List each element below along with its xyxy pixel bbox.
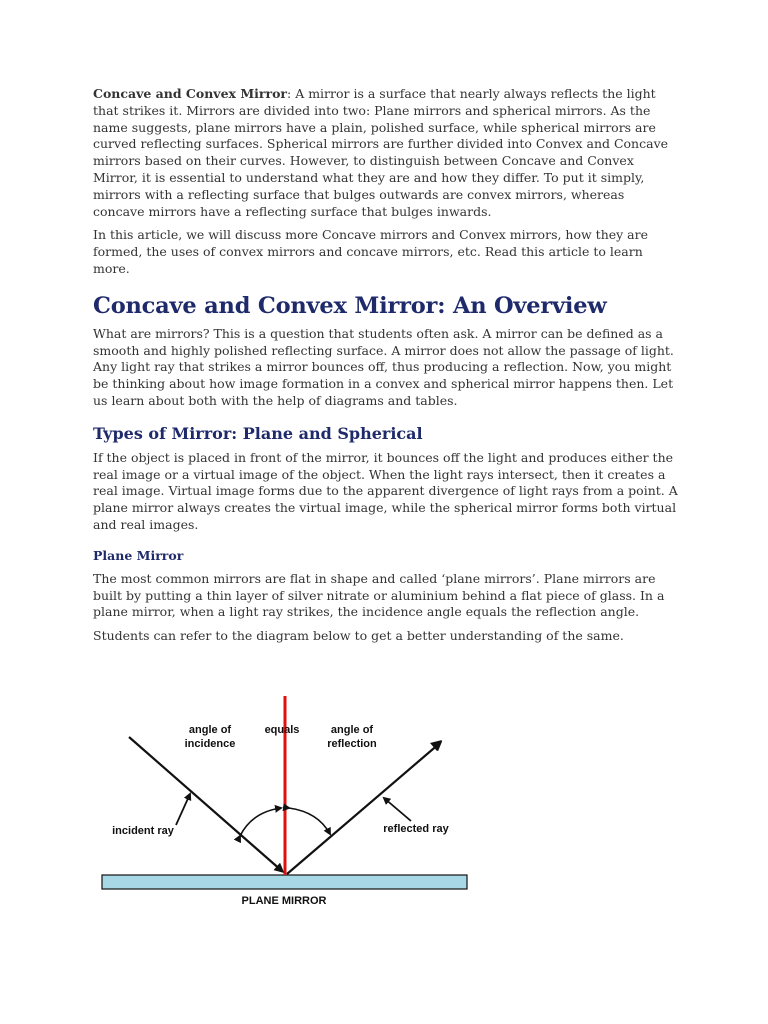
plane-mirror-paragraph: The most common mirrors are flat in shape and called ‘plane mirrors’. Plane mirrors are built by putting a thin layer of silver nitrate or aluminium behind a flat piece of glass. In a plane mirror, when a light ray strikes, the incidence angle equals the reflection angle.	[93, 570, 665, 620]
reflected-ray	[287, 743, 440, 874]
angle-arc-reflection	[289, 808, 330, 834]
label-equals: equals	[264, 724, 300, 736]
reflected-label-arrow	[384, 798, 411, 821]
label-angle-incidence-2: incidence	[184, 738, 236, 750]
label-incident-ray: incident ray	[112, 825, 174, 837]
overview-paragraph: What are mirrors? This is a question that students often ask. A mirror can be defined as a smooth and highly polished reflecting surface. A mirror does not allow the passage of light. Any light ray that strikes a mirror bounces off, thus producing a reflection. Now, you might be thinking about how image formation in a convex and spherical mirror happens then. Let us learn about both with the help of diagrams and tables.	[93, 325, 674, 408]
intro-paragraph-2: In this article, we will discuss more Concave mirrors and Convex mirrors, how they are formed, the uses of convex mirrors and concave mirrors, etc. Read this article to learn more.	[93, 227, 649, 276]
plane-mirror-heading: Plane Mirror	[93, 547, 184, 563]
intro-text: : A mirror is a surface that nearly always reflects the light that strikes it. Mirrors are divided into two: Plane mirrors and spherical mirrors. As the name suggests, plane mirrors have a plain, polished surface, while spherical mirrors are curved reflecting surfaces. Spherical mirrors are further divided into Convex and Concave mirrors based on their curves. However, to distinguish between Concave and Convex Mirror, it is essential to understand what they are and how they differ. To put it simply, mirrors with a reflecting surface that bulges outwards are convex mirrors, whereas concave mirrors have a reflecting surface that bulges inwards.	[93, 86, 669, 219]
angle-arc-incidence	[240, 808, 281, 836]
diagram-svg	[100, 688, 472, 914]
types-paragraph: If the object is placed in front of the mirror, it bounces off the light and produces either the real image or a virtual image of the object. When the light rays intersect, then it creates a real image. Virtual image forms due to the apparent divergence of light rays from a point. A plane mirror always creates the virtual image, while the spherical mirror forms both virtual and real images.	[93, 449, 678, 532]
label-angle-reflection-2: reflection	[327, 738, 377, 750]
label-reflected-ray: reflected ray	[383, 823, 449, 835]
incident-label-arrow	[176, 794, 190, 825]
article-body	[93, 86, 679, 652]
label-angle-incidence-1: angle of	[188, 724, 232, 736]
plane-mirror-diagram	[100, 688, 472, 914]
types-heading: Types of Mirror: Plane and Spherical	[93, 423, 423, 443]
plane-mirror-paragraph-2: Students can refer to the diagram below to get a better understanding of the same.	[93, 628, 624, 644]
label-plane-mirror: PLANE MIRROR	[241, 895, 327, 907]
incident-ray	[129, 737, 282, 871]
overview-heading: Concave and Convex Mirror: An Overview	[93, 292, 607, 319]
intro-term: Concave and Convex Mirror	[93, 86, 288, 101]
intro-paragraph	[93, 86, 679, 220]
mirror-bar	[102, 875, 467, 889]
label-angle-reflection-1: angle of	[330, 724, 374, 736]
